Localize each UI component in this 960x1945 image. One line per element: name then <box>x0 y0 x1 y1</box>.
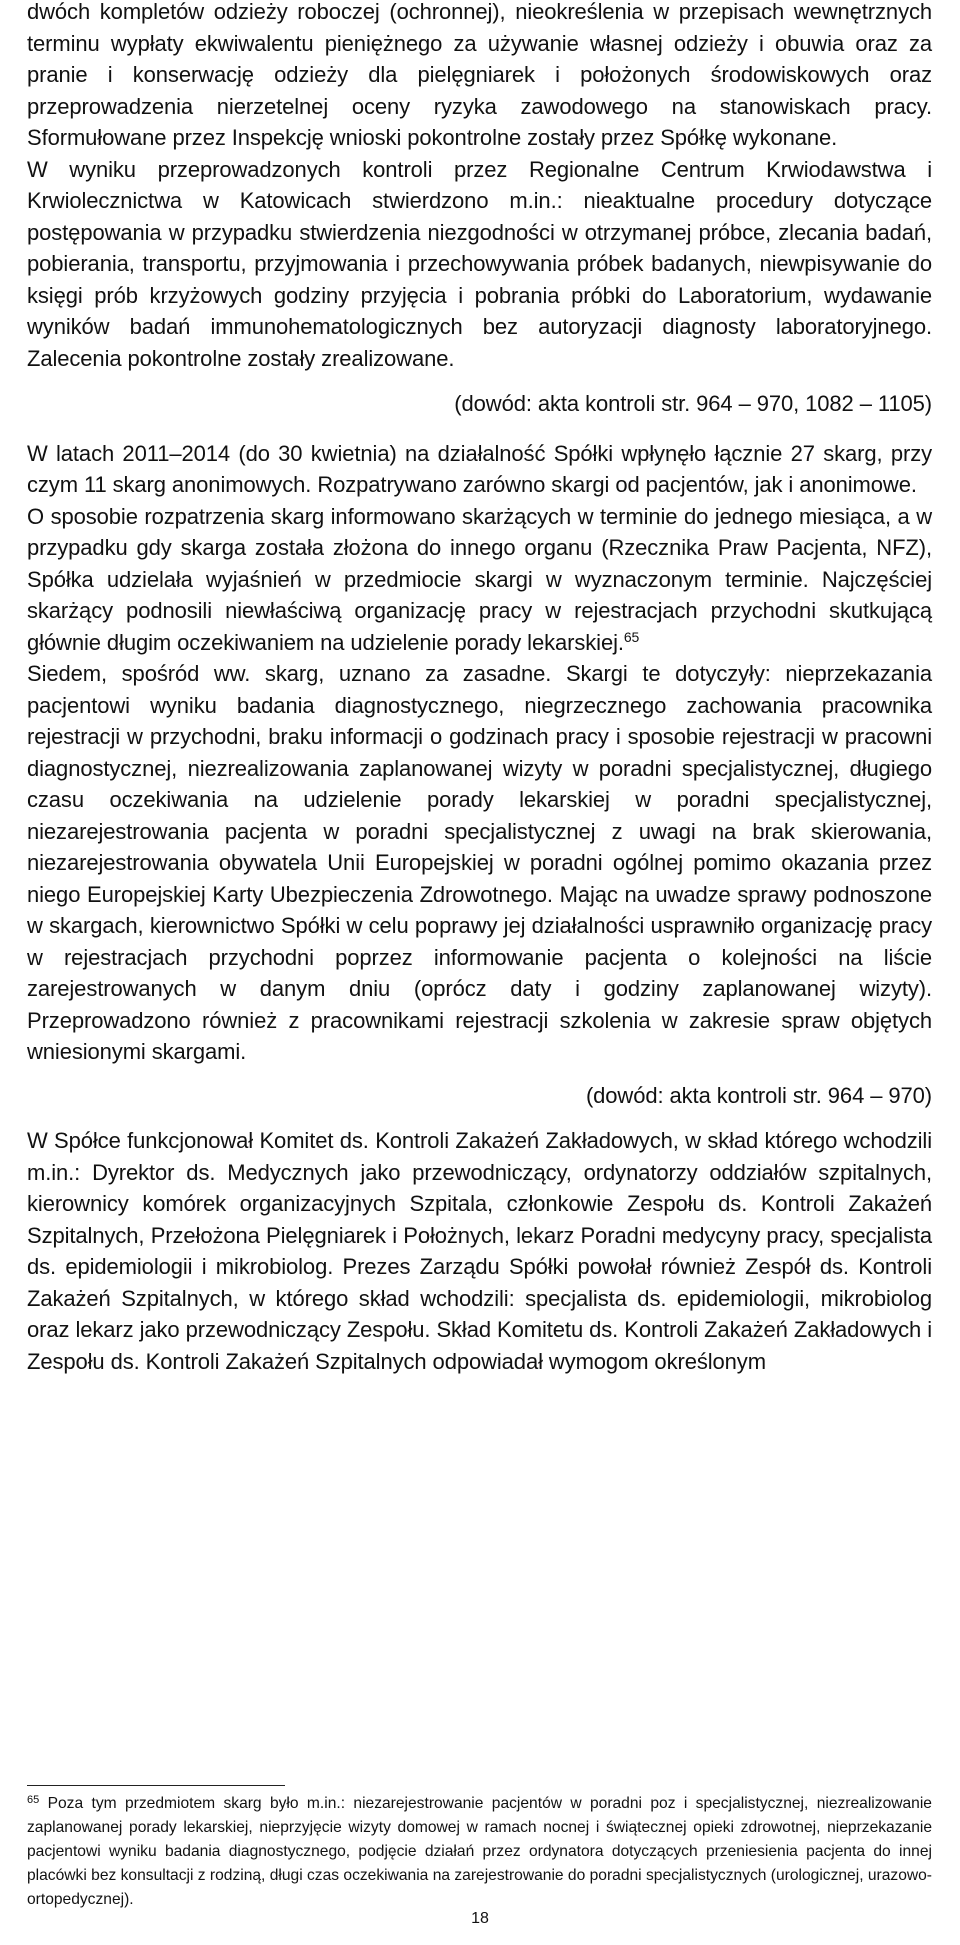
paragraph-complaints-handling <box>27 501 932 659</box>
main-text <box>27 0 932 1377</box>
paragraph-blood-center-inspection: W wyniku przeprowadzonych kontroli przez Regionalne Centrum Krwiodawstwa i Krwiolecznictwa w Katowicach stwierdzono m.in.: nieaktualne procedury dotyczące postępowania w przypadku stwierdzenia niezgodności w otrzymanej próbce, zlecania badań, pobierania, transportu, przyjmowania i przechowywania próbek badanych, niewpisywanie do księgi prób krzyżowych godziny przyjęcia i pobrania próbki do Laboratorium, wydawanie wyników badań immunohematologicznych bez autoryzacji diagnosty laboratoryjnego. Zalecenia pokontrolne zostały zrealizowane. <box>27 156 932 371</box>
paragraph-complaints-handling-text: O sposobie rozpatrzenia skarg informowano skarżących w terminie do jednego miesiąca, a w przypadku gdy skarga została złożona do innego organu (Rzecznika Praw Pacjenta, NFZ), Spółka udzielała wyjaśnień w przedmiocie skargi w wyznaczonym terminie. Najczęściej skarżący podnosili niewłaściwą organizację pracy w rejestracjach przychodni skutkującą głównie długim oczekiwaniem na udzielenie porady lekarskiej. <box>27 503 932 655</box>
footnote-reference: 65 <box>623 628 640 645</box>
paragraph-infection-committee: W Spółce funkcjonował Komitet ds. Kontroli Zakażeń Zakładowych, w skład którego wchodzili m.in.: Dyrektor ds. Medycznych jako przewodniczący, ordynatorzy oddziałów szpitalnych, kierownicy komórek organizacyjnych Szpitala, członkowie Zespołu ds. Kontroli Zakażeń Szpitalnych, Przełożona Pielęgniarek i Położnych, lekarz Poradni medycyny pracy, specjalista ds. epidemiologii i mikrobiolog. Prezes Zarządu Spółki powołał również Zespół ds. Kontroli Zakażeń Szpitalnych, w którego skład wchodzili: specjalista ds. epidemiologii, mikrobiolog oraz lekarz jako przewodniczący Zespołu. Skład Komitetu ds. Kontroli Zakażeń Zakładowych i Zespołu ds. Kontroli Zakażeń Szpitalnych odpowiadał wymogom określonym <box>27 1128 932 1374</box>
footnote-separator <box>27 1785 285 1786</box>
footnote-text: Poza tym przedmiotem skarg było m.in.: niezarejestrowanie pacjentów w poradni poz i specjalistycznej, niezrealizowanie zaplanowanej porady lekarskiej, nieprzyjęcie wizyty domowej w ramach nocnej i świątecznej opieki zdrowotnej, nieprzekazanie pacjentowi wyniku badania diagnostycznego, podjęcie działań przez ordynatora dotyczących przeniesienia pacjenta do innej placówki bez konsultacji z rodziną, długi czas oczekiwania na zarejestrowanie do poradni specjalistycznych (urologicznej, urazowo-ortopedycznej). <box>27 1795 932 1908</box>
paragraph-justified-complaints: Siedem, spośród ww. skarg, uznano za zasadne. Skargi te dotyczyły: nieprzekazania pacjentowi wyniku badania diagnostycznego, niegrzecznego zachowania pracownika rejestracji w przychodni, braku informacji o godzinach pracy i sposobie rejestracji w pracowni diagnostycznej, niezrealizowania zaplanowanej wizyty w poradni specjalistycznej, długiego czasu oczekiwania na udzielenie porady lekarskiej w poradni specjalistycznej, niezarejestrowania pacjenta w poradni specjalistycznej z uwagi na brak skierowania, niezarejestrowania obywatela Unii Europejskiej w poradni ogólnej pomimo okazania przez niego Europejskiej Karty Ubezpieczenia Zdrowotnego. Mając na uwadze sprawy podnoszone w skargach, kierownictwo Spółki w celu poprawy jej działalności usprawniło organizację pracy w rejestracjach przychodni poprzez informowanie pacjenta o kolejności na liście zarejestrowanych w danym dniu (oprócz daty i godziny zaplanowanej wizyty). Przeprowadzono również z pracownikami rejestracji szkolenia w zakresie spraw objętych wniesionymi skargami. <box>27 661 932 1064</box>
evidence-reference-1: (dowód: akta kontroli str. 964 – 970, 1082 – 1105) <box>454 391 932 416</box>
paragraph-ppe-clothing: dwóch kompletów odzieży roboczej (ochronnej), nieokreślenia w przepisach wewnętrznych terminu wypłaty ekwiwalentu pieniężnego za używanie własnej odzieży i obuwia oraz za pranie i konserwację odzieży dla pielęgniarek i położonych środowiskowych oraz przeprowadzenia nierzetelnej oceny ryzyka zawodowego na stanowiskach pracy. Sformułowane przez Inspekcję wnioski pokontrolne zostały przez Spółkę wykonane. <box>27 0 932 150</box>
footnote <box>27 1792 932 1912</box>
footnote-number: 65 <box>27 1794 40 1806</box>
paragraph-complaints-count: W latach 2011–2014 (do 30 kwietnia) na działalność Spółki wpłynęło łącznie 27 skarg, przy czym 11 skarg anonimowych. Rozpatrywano zarówno skargi od pacjentów, jak i anonimowe. <box>27 440 932 497</box>
page-number: 18 <box>471 1910 489 1927</box>
evidence-reference-2: (dowód: akta kontroli str. 964 – 970) <box>585 1082 932 1108</box>
